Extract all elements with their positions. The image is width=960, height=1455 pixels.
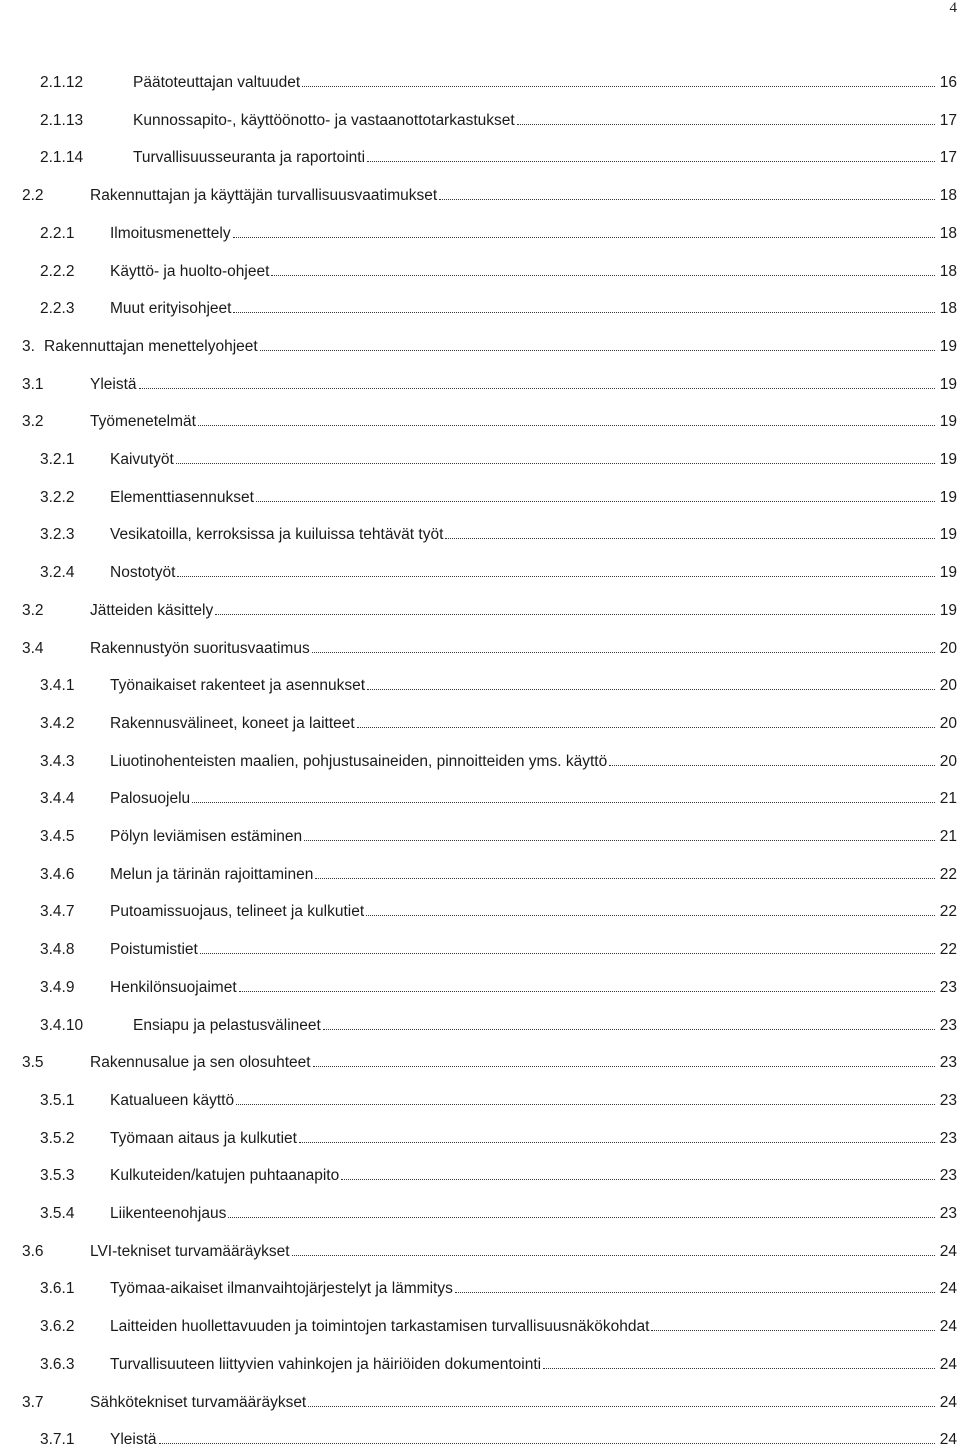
toc-entry-number: 3.6.3 — [40, 1355, 75, 1373]
toc-entry-number: 2.2 — [22, 187, 44, 205]
toc-entry-number: 3.4.5 — [40, 828, 75, 845]
toc-entry-number: 2.1.13 — [40, 111, 84, 129]
toc-dot-leader — [159, 1443, 935, 1444]
toc-entry[interactable] — [0, 257, 960, 287]
toc-entry-page: 17 — [939, 149, 957, 167]
toc-entry[interactable] — [0, 671, 960, 701]
toc-entry-title: Yleistä — [90, 375, 137, 393]
toc-entry[interactable] — [0, 1086, 960, 1116]
toc-entry-number: 3.5.1 — [40, 1091, 75, 1109]
toc-dot-leader — [177, 576, 935, 577]
toc-dot-leader — [312, 652, 935, 653]
toc-entry-title: LVI-tekniset turvamääräykset — [90, 1242, 290, 1260]
toc-entry[interactable] — [0, 483, 960, 513]
toc-entry-page: 23 — [939, 978, 957, 996]
toc-dot-leader — [315, 878, 935, 879]
toc-entry-page: 18 — [939, 300, 957, 318]
toc-dot-leader — [341, 1179, 935, 1180]
toc-entry-number: 3.4.8 — [40, 941, 75, 959]
toc-entry-title: Laitteiden huollettavuuden ja toimintojen tarkastamisen turvallisuusnäkökohdat — [110, 1318, 650, 1336]
toc-dot-leader — [313, 1066, 935, 1067]
toc-entry-page: 19 — [939, 526, 957, 544]
toc-entry-page: 19 — [939, 488, 957, 506]
toc-entry-number: 3.6.2 — [40, 1318, 75, 1336]
toc-entry-page: 19 — [939, 601, 957, 619]
toc-entry-page: 23 — [939, 1167, 957, 1185]
toc-entry[interactable] — [0, 1048, 960, 1078]
toc-dot-leader — [260, 350, 935, 351]
toc-entry-title: Muut erityisohjeet — [110, 300, 232, 318]
toc-entry-page: 17 — [939, 111, 957, 129]
toc-entry[interactable] — [0, 596, 960, 626]
toc-entry[interactable] — [0, 973, 960, 1003]
toc-entry-page: 16 — [939, 74, 957, 91]
toc-dot-leader — [192, 802, 935, 803]
toc-dot-leader — [439, 199, 935, 200]
toc-entry-title: Rakennuttajan menettelyohjeet — [44, 337, 258, 355]
toc-entry-title: Nostotyöt — [110, 564, 176, 582]
toc-entry[interactable] — [0, 445, 960, 475]
toc-dot-leader — [366, 915, 935, 916]
toc-entry-title: Työmenetelmät — [90, 413, 196, 431]
toc-entry-number: 3.4.4 — [40, 790, 75, 808]
toc-entry[interactable] — [0, 1425, 960, 1455]
toc-entry-page: 23 — [939, 1205, 957, 1222]
toc-dot-leader — [215, 614, 935, 615]
toc-entry-title: Putoamissuojaus, telineet ja kulkutiet — [110, 903, 365, 921]
toc-entry[interactable] — [0, 1388, 960, 1418]
toc-dot-leader — [200, 953, 935, 954]
toc-entry[interactable] — [0, 1274, 960, 1304]
toc-entry-page: 20 — [939, 752, 957, 770]
toc-entry-page: 24 — [939, 1280, 957, 1298]
toc-entry-title: Kaivutyöt — [110, 451, 174, 468]
toc-entry-number: 3.7 — [22, 1393, 44, 1411]
toc-entry[interactable] — [0, 1350, 960, 1380]
toc-entry-page: 22 — [939, 941, 957, 959]
toc-entry-title: Ensiapu ja pelastusvälineet — [133, 1016, 321, 1034]
toc-entry[interactable] — [0, 370, 960, 400]
toc-entry-page: 20 — [939, 639, 957, 657]
toc-entry[interactable] — [0, 1011, 960, 1041]
toc-entry-page: 23 — [939, 1091, 957, 1109]
toc-entry[interactable] — [0, 181, 960, 211]
toc-entry-title: Rakennusvälineet, koneet ja laitteet — [110, 714, 355, 732]
toc-dot-leader — [455, 1292, 935, 1293]
toc-entry[interactable] — [0, 1237, 960, 1267]
toc-entry-title: Työnaikaiset rakenteet ja asennukset — [110, 677, 366, 695]
toc-dot-leader — [302, 86, 935, 87]
toc-entry-page: 18 — [939, 187, 957, 205]
toc-entry-number: 3.5.2 — [40, 1129, 75, 1147]
toc-entry[interactable] — [0, 106, 960, 136]
toc-dot-leader — [256, 501, 935, 502]
toc-dot-leader — [308, 1406, 935, 1407]
toc-entry[interactable] — [0, 520, 960, 550]
toc-entry-number: 3. — [22, 337, 35, 355]
toc-entry-page: 21 — [939, 828, 957, 845]
toc-entry-number: 3.2 — [22, 601, 44, 619]
toc-dot-leader — [367, 161, 935, 162]
toc-entry-title: Poistumistiet — [110, 941, 198, 959]
toc-entry[interactable] — [0, 68, 960, 98]
toc-entry-number: 3.2.4 — [40, 564, 75, 582]
toc-dot-leader — [543, 1368, 935, 1369]
toc-dot-leader — [292, 1255, 935, 1256]
toc-entry-title: Rakennustyön suoritusvaatimus — [90, 639, 310, 657]
toc-entry-title: Turvallisuuteen liittyvien vahinkojen ja häiriöiden dokumentointi — [110, 1355, 542, 1373]
toc-entry-title: Käyttö- ja huolto-ohjeet — [110, 262, 270, 280]
toc-entry-title: Turvallisuusseuranta ja raportointi — [133, 149, 366, 167]
toc-entry[interactable] — [0, 1312, 960, 1342]
toc-dot-leader — [367, 689, 935, 690]
toc-entry-title: Yleistä — [110, 1431, 157, 1449]
toc-entry-page: 19 — [939, 451, 957, 468]
toc-entry-page: 19 — [939, 337, 957, 355]
toc-entry-number: 3.4.3 — [40, 752, 75, 770]
toc-entry-title: Rakennuttajan ja käyttäjän turvallisuusvaatimukset — [90, 187, 438, 205]
toc-entry[interactable] — [0, 822, 960, 852]
toc-entry-number: 3.5 — [22, 1054, 44, 1072]
toc-entry-page: 24 — [939, 1318, 957, 1336]
toc-entry[interactable] — [0, 1161, 960, 1191]
toc-entry-title: Liikenteenohjaus — [110, 1205, 227, 1222]
toc-entry-number: 3.4.2 — [40, 714, 75, 732]
toc-dot-leader — [323, 1029, 935, 1030]
toc-entry-number: 2.2.3 — [40, 300, 75, 318]
toc-entry[interactable] — [0, 143, 960, 173]
toc-entry-title: Päätoteuttajan valtuudet — [133, 74, 301, 91]
toc-entry-page: 20 — [939, 714, 957, 732]
toc-entry-page: 23 — [939, 1016, 957, 1034]
toc-dot-leader — [228, 1217, 935, 1218]
toc-entry-title: Ilmoitusmenettely — [110, 224, 231, 242]
toc-entry-title: Palosuojelu — [110, 790, 191, 808]
toc-dot-leader — [445, 538, 935, 539]
toc-dot-leader — [239, 991, 935, 992]
toc-dot-leader — [271, 275, 935, 276]
toc-entry-title: Työmaan aitaus ja kulkutiet — [110, 1129, 297, 1147]
toc-entry-number: 3.4.10 — [40, 1016, 84, 1034]
toc-entry[interactable] — [0, 935, 960, 965]
toc-entry-number: 3.2 — [22, 413, 44, 431]
toc-entry-number: 3.2.1 — [40, 451, 75, 468]
toc-entry-number: 2.1.14 — [40, 149, 84, 167]
toc-entry[interactable] — [0, 407, 960, 437]
toc-entry-title: Elementtiasennukset — [110, 488, 254, 506]
toc-entry-page: 22 — [939, 865, 957, 883]
toc-entry[interactable] — [0, 1199, 960, 1229]
toc-entry-number: 3.6.1 — [40, 1280, 75, 1298]
toc-entry-page: 19 — [939, 375, 957, 393]
page-number: 4 — [949, 0, 957, 16]
toc-entry-page: 22 — [939, 903, 957, 921]
toc-entry-title: Jätteiden käsittely — [90, 601, 214, 619]
toc-dot-leader — [357, 727, 935, 728]
toc-entry[interactable] — [0, 747, 960, 777]
toc-dot-leader — [233, 237, 935, 238]
toc-entry-number: 3.4 — [22, 639, 44, 657]
toc-entry-page: 18 — [939, 262, 957, 280]
toc-entry-number: 3.2.2 — [40, 488, 75, 506]
toc-entry-page: 19 — [939, 413, 957, 431]
toc-entry-title: Henkilönsuojaimet — [110, 978, 237, 996]
toc-entry[interactable] — [0, 219, 960, 249]
toc-entry-page: 21 — [939, 790, 957, 808]
toc-dot-leader — [304, 840, 935, 841]
toc-dot-leader — [609, 765, 935, 766]
toc-entry[interactable] — [0, 558, 960, 588]
toc-dot-leader — [139, 388, 935, 389]
toc-entry-number: 3.5.3 — [40, 1167, 75, 1185]
toc-entry-title: Katualueen käyttö — [110, 1091, 235, 1109]
toc-dot-leader — [176, 463, 935, 464]
toc-entry-title: Melun ja tärinän rajoittaminen — [110, 865, 314, 883]
toc-entry-page: 24 — [939, 1393, 957, 1411]
toc-entry-title: Työmaa-aikaiset ilmanvaihtojärjestelyt ja lämmitys — [110, 1280, 453, 1298]
toc-entry-number: 3.5.4 — [40, 1205, 75, 1222]
toc-entry[interactable] — [0, 709, 960, 739]
toc-entry[interactable] — [0, 1124, 960, 1154]
toc-entry-page: 19 — [939, 564, 957, 582]
toc-dot-leader — [517, 124, 935, 125]
toc-entry-page: 24 — [939, 1242, 957, 1260]
toc-entry-page: 24 — [939, 1431, 957, 1449]
toc-entry-title: Vesikatoilla, kerroksissa ja kuiluissa tehtävät työt — [110, 526, 444, 544]
toc-entry[interactable] — [0, 860, 960, 890]
toc-entry-title: Sähkötekniset turvamääräykset — [90, 1393, 307, 1411]
toc-entry-title: Pölyn leviämisen estäminen — [110, 828, 303, 845]
toc-dot-leader — [651, 1330, 935, 1331]
toc-entry-number: 3.4.6 — [40, 865, 75, 883]
toc-entry-title: Kulkuteiden/katujen puhtaanapito — [110, 1167, 340, 1185]
toc-entry-number: 3.7.1 — [40, 1431, 75, 1449]
toc-entry-number: 2.2.2 — [40, 262, 75, 280]
toc-entry-page: 23 — [939, 1129, 957, 1147]
toc-entry[interactable] — [0, 784, 960, 814]
toc-entry-title: Liuotinohenteisten maalien, pohjustusaineiden, pinnoitteiden yms. käyttö — [110, 752, 608, 770]
toc-entry-page: 24 — [939, 1355, 957, 1373]
toc-entry[interactable] — [0, 332, 960, 362]
toc-entry-number: 3.2.3 — [40, 526, 75, 544]
toc-entry-number: 2.2.1 — [40, 224, 75, 242]
toc-entry-page: 20 — [939, 677, 957, 695]
toc-entry-number: 3.4.7 — [40, 903, 75, 921]
toc-entry-number: 2.1.12 — [40, 74, 84, 91]
toc-entry-number: 3.6 — [22, 1242, 44, 1260]
toc-dot-leader — [198, 425, 935, 426]
toc-entry[interactable] — [0, 897, 960, 927]
toc-dot-leader — [299, 1142, 935, 1143]
toc-entry[interactable] — [0, 634, 960, 664]
toc-entry-number: 3.4.9 — [40, 978, 75, 996]
toc-entry-title: Rakennusalue ja sen olosuhteet — [90, 1054, 311, 1072]
toc-entry-number: 3.1 — [22, 375, 44, 393]
toc-entry-number: 3.4.1 — [40, 677, 75, 695]
toc-entry[interactable] — [0, 294, 960, 324]
toc-dot-leader — [233, 312, 935, 313]
toc-dot-leader — [236, 1104, 935, 1105]
toc-entry-page: 23 — [939, 1054, 957, 1072]
toc-entry-title: Kunnossapito-, käyttöönotto- ja vastaanottotarkastukset — [133, 111, 515, 129]
toc-entry-page: 18 — [939, 224, 957, 242]
